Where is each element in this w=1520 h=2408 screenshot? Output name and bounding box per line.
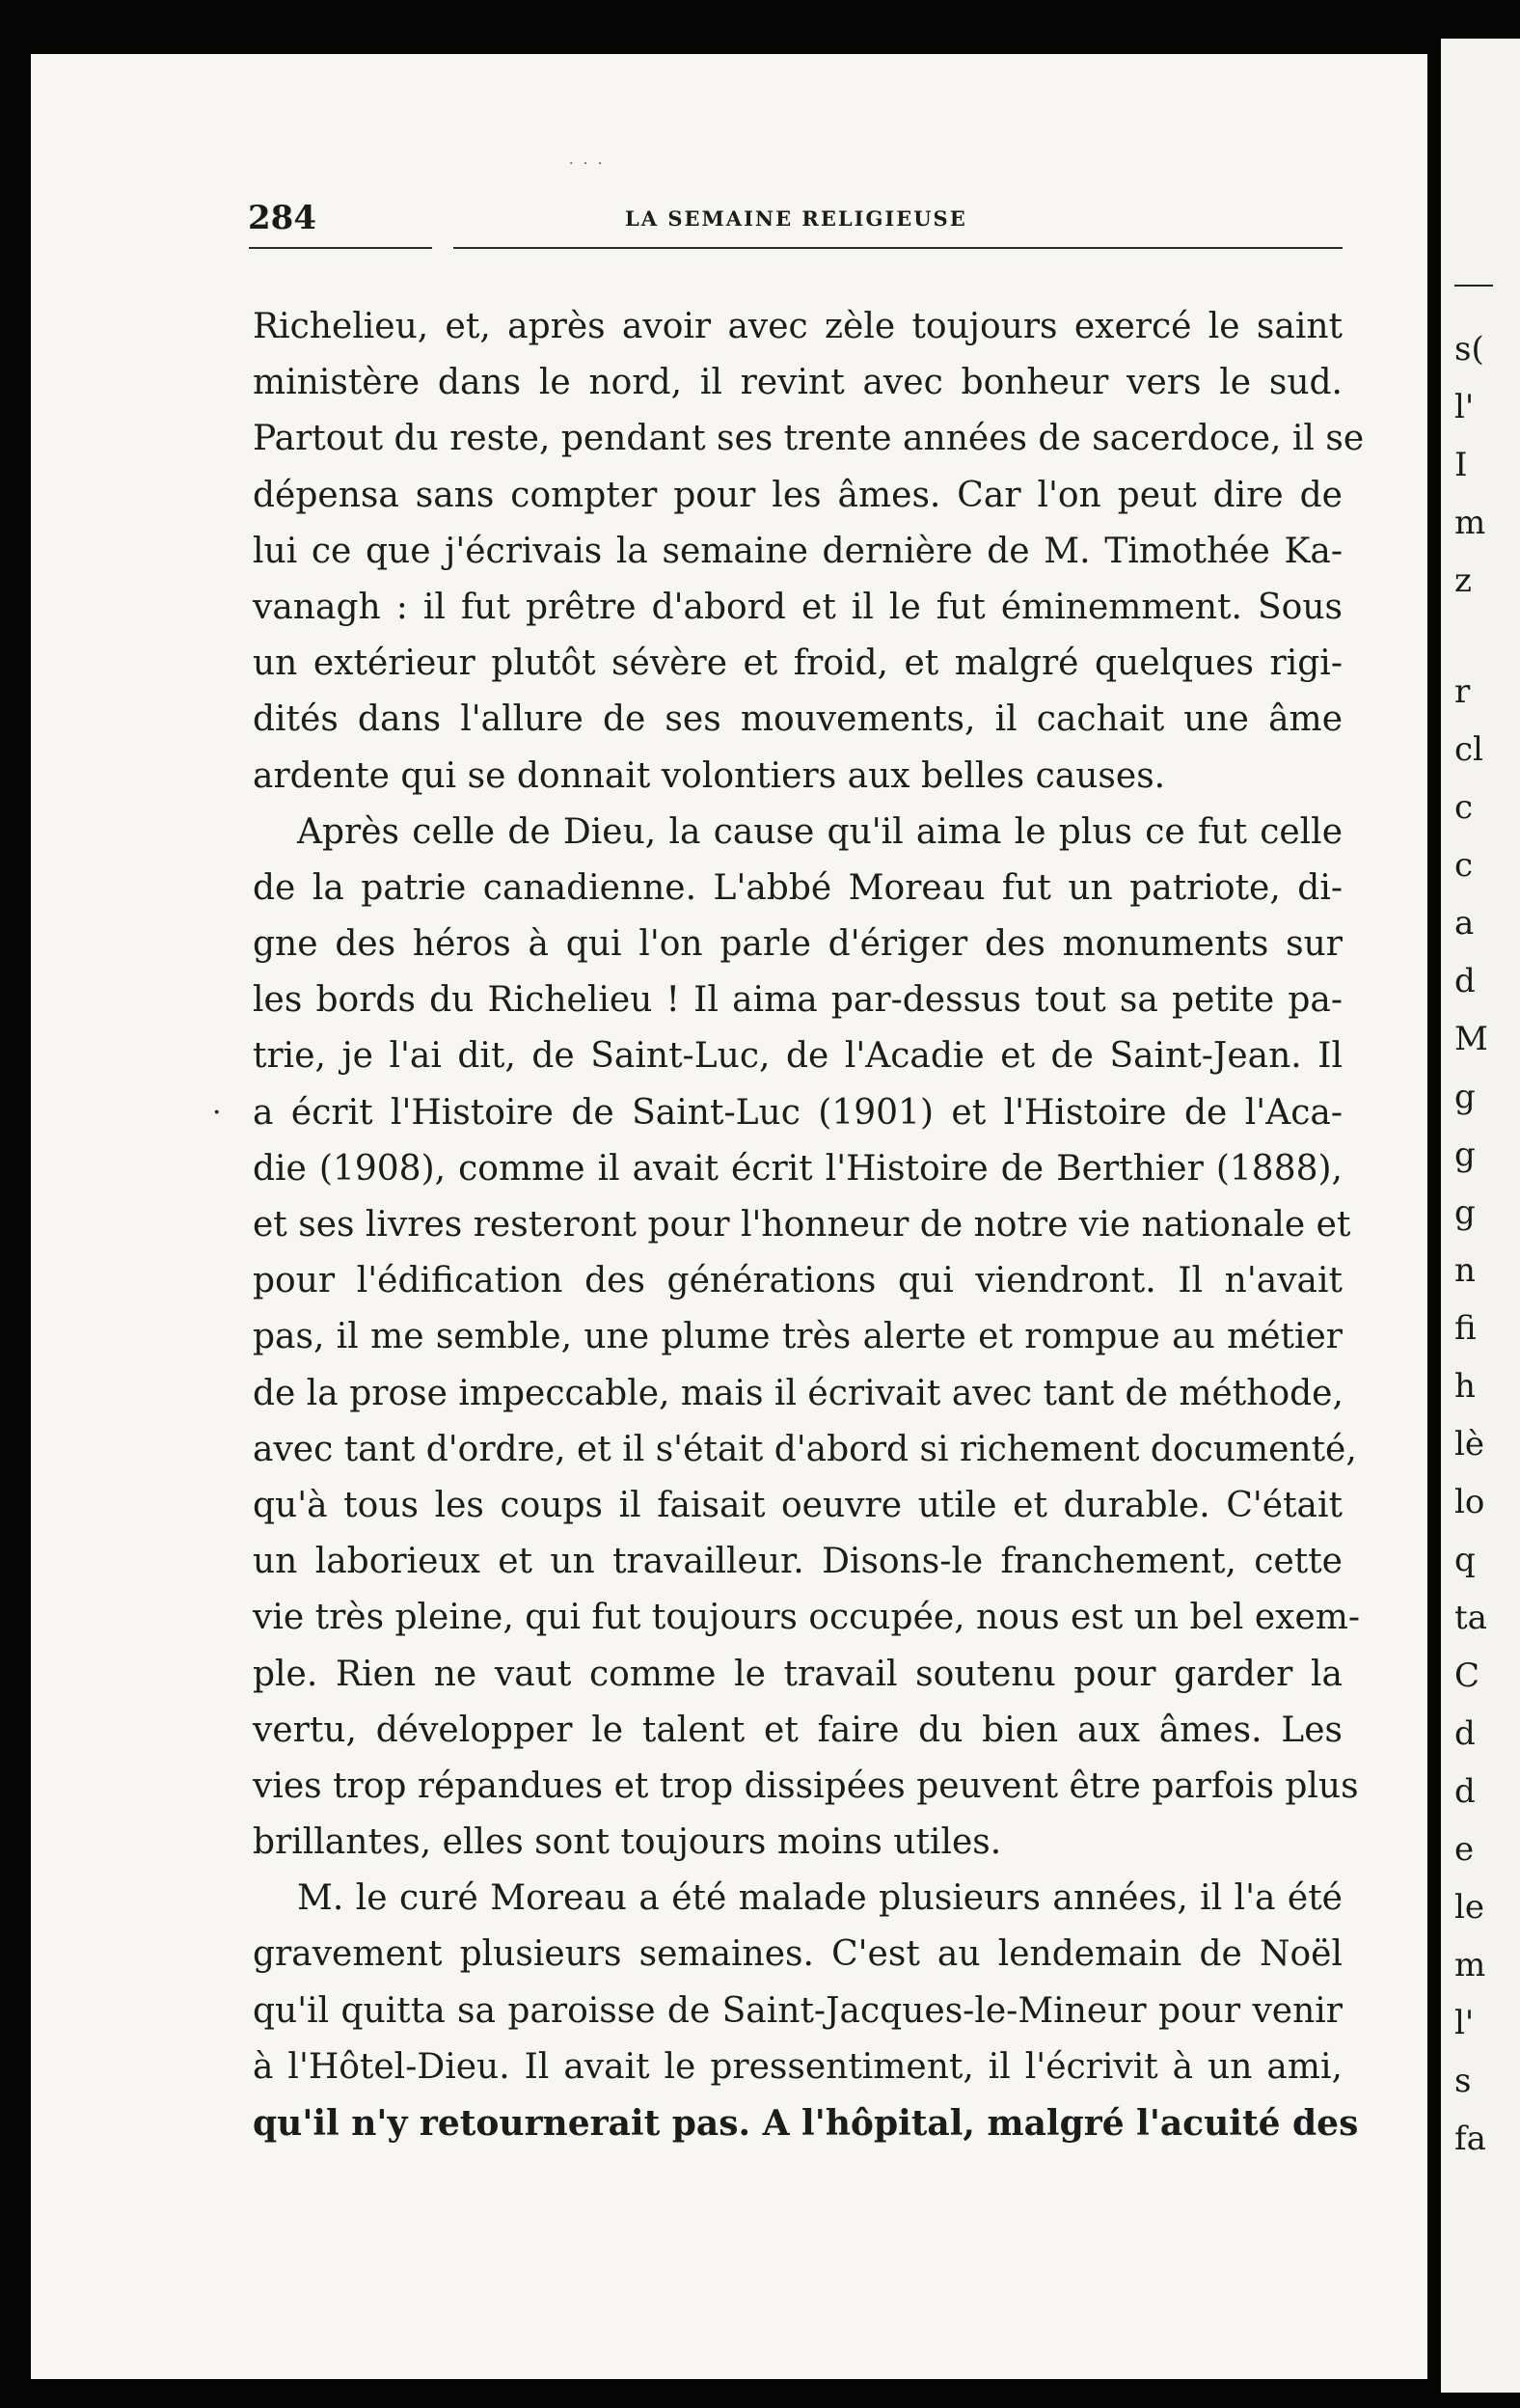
text-line: die (1908), comme il avait écrit l'Histoire de Berthier (1888), (253, 1148, 1343, 1189)
text-line: ministère dans le nord, il revint avec bonheur vers le sud. (253, 363, 1343, 403)
text-line: Partout du reste, pendant ses trente années de sacerdoce, il se (253, 419, 1365, 459)
adjacent-page-fragment: s( (1454, 330, 1484, 369)
header-rule-right (453, 247, 1343, 249)
adjacent-page-fragment: d (1454, 1772, 1476, 1811)
text-line: qu'à tous les coups il faisait oeuvre utile et durable. C'était (253, 1485, 1343, 1525)
text-line: lui ce que j'écrivais la semaine dernière de M. Timothée Ka- (253, 531, 1343, 571)
body-text (253, 299, 1365, 2151)
adjacent-page-fragment: l' (1454, 388, 1475, 426)
adjacent-page-fragment: ta (1454, 1599, 1487, 1637)
text-line: brillantes, elles sont toujours moins utiles. (253, 1822, 1002, 1863)
adjacent-page-fragment: m (1454, 504, 1486, 542)
text-line: avec tant d'ordre, et il s'était d'abord si richement documenté, (253, 1429, 1357, 1469)
text-line: dépensa sans compter pour les âmes. Car l'on peut dire de (253, 475, 1343, 515)
text-line: Richelieu, et, après avoir avec zèle toujours exercé le saint (253, 307, 1343, 346)
text-line: et ses livres resteront pour l'honneur de notre vie nationale et (253, 1205, 1351, 1245)
page-number: 284 (248, 199, 316, 237)
adjacent-page-fragment: l' (1454, 2004, 1475, 2042)
scan-speck: · · · (569, 156, 606, 172)
text-line: de la patrie canadienne. L'abbé Moreau fut un patriote, di- (253, 867, 1343, 908)
adjacent-page-fragment: n (1454, 1251, 1476, 1290)
adjacent-page-fragment: g (1454, 1078, 1476, 1116)
adjacent-page-fragment: h (1454, 1367, 1476, 1406)
text-line: vies trop répandues et trop dissipées peuvent être parfois plus (253, 1765, 1359, 1806)
adjacent-page-fragment: r (1454, 672, 1471, 711)
text-line: M. le curé Moreau a été malade plusieurs années, il l'a été (297, 1878, 1343, 1919)
adjacent-page-fragment: g (1454, 1136, 1476, 1174)
adjacent-page-fragment: d (1454, 962, 1476, 1000)
adjacent-page-fragment: e (1454, 1830, 1475, 1869)
margin-mark: · (212, 1096, 222, 1130)
text-line: à l'Hôtel-Dieu. Il avait le pressentiment, il l'écrivit à un ami, (253, 2046, 1343, 2087)
adjacent-page-fragment: c (1454, 788, 1474, 827)
header-rule-left (249, 247, 432, 249)
adjacent-page-fragment: le (1454, 1888, 1484, 1927)
text-line: vertu, développer le talent et faire du bien aux âmes. Les (253, 1710, 1343, 1750)
adjacent-page-fragment: m (1454, 1946, 1486, 1984)
text-line: dités dans l'allure de ses mouvements, il cachait une âme (253, 699, 1343, 740)
text-line: qu'il n'y retournerait pas. A l'hôpital, malgré l'acuité des (253, 2103, 1359, 2144)
text-line: ple. Rien ne vaut comme le travail soutenu pour garder la (253, 1654, 1343, 1694)
adjacent-page-fragment: fa (1454, 2120, 1486, 2158)
text-line: trie, je l'ai dit, de Saint-Luc, de l'Acadie et de Saint-Jean. Il (253, 1036, 1343, 1077)
text-line: pour l'édification des générations qui viendront. Il n'avait (253, 1261, 1343, 1301)
adjacent-page-fragment: M (1454, 1020, 1488, 1058)
adjacent-page-fragment: a (1454, 904, 1475, 943)
adjacent-page-fragment: s (1454, 2062, 1472, 2100)
adjacent-page-fragment: c (1454, 846, 1474, 885)
adjacent-page-fragment: cl (1454, 730, 1483, 769)
text-line: un laborieux et un travailleur. Disons-le franchement, cette (253, 1542, 1343, 1582)
running-head: LA SEMAINE RELIGIEUSE (625, 206, 967, 231)
text-line: ardente qui se donnait volontiers aux belles causes. (253, 755, 1166, 796)
adjacent-page-fragment: fi (1454, 1309, 1477, 1348)
adjacent-page-fragment: g (1454, 1193, 1476, 1232)
text-line: Après celle de Dieu, la cause qu'il aima le plus ce fut celle (297, 811, 1343, 852)
text-line: les bords du Richelieu ! Il aima par-dessus tout sa petite pa- (253, 980, 1343, 1021)
text-line: qu'il quitta sa paroisse de Saint-Jacques-le-Mineur pour venir (253, 1990, 1343, 2031)
adjacent-page-fragment: z (1454, 561, 1472, 600)
text-line: a écrit l'Histoire de Saint-Luc (1901) et l'Histoire de l'Aca- (253, 1092, 1343, 1133)
text-line: vie très pleine, qui fut toujours occupée, nous est un bel exem- (253, 1598, 1361, 1638)
adjacent-page-fragment: C (1454, 1656, 1480, 1695)
adjacent-page-fragment: d (1454, 1714, 1476, 1753)
text-line: gravement plusieurs semaines. C'est au lendemain de Noël (253, 1934, 1343, 1975)
text-line: vanagh : il fut prêtre d'abord et il le fut éminemment. Sous (253, 587, 1343, 627)
text-line: de la prose impeccable, mais il écrivait avec tant de méthode, (253, 1373, 1344, 1413)
adjacent-page-fragment: lè (1454, 1425, 1484, 1464)
adjacent-page-fragment: I (1454, 446, 1468, 484)
text-line: gne des héros à qui l'on parle d'ériger des monuments sur (253, 924, 1343, 965)
text-line: un extérieur plutôt sévère et froid, et malgré quelques rigi- (253, 643, 1343, 684)
adjacent-page-fragment: lo (1454, 1483, 1485, 1521)
text-line: pas, il me semble, une plume très alerte et rompue au métier (253, 1317, 1343, 1357)
adjacent-page-fragment: q (1454, 1541, 1476, 1579)
adjacent-page-edge (1441, 39, 1520, 2393)
adjacent-page-rule (1454, 285, 1493, 287)
